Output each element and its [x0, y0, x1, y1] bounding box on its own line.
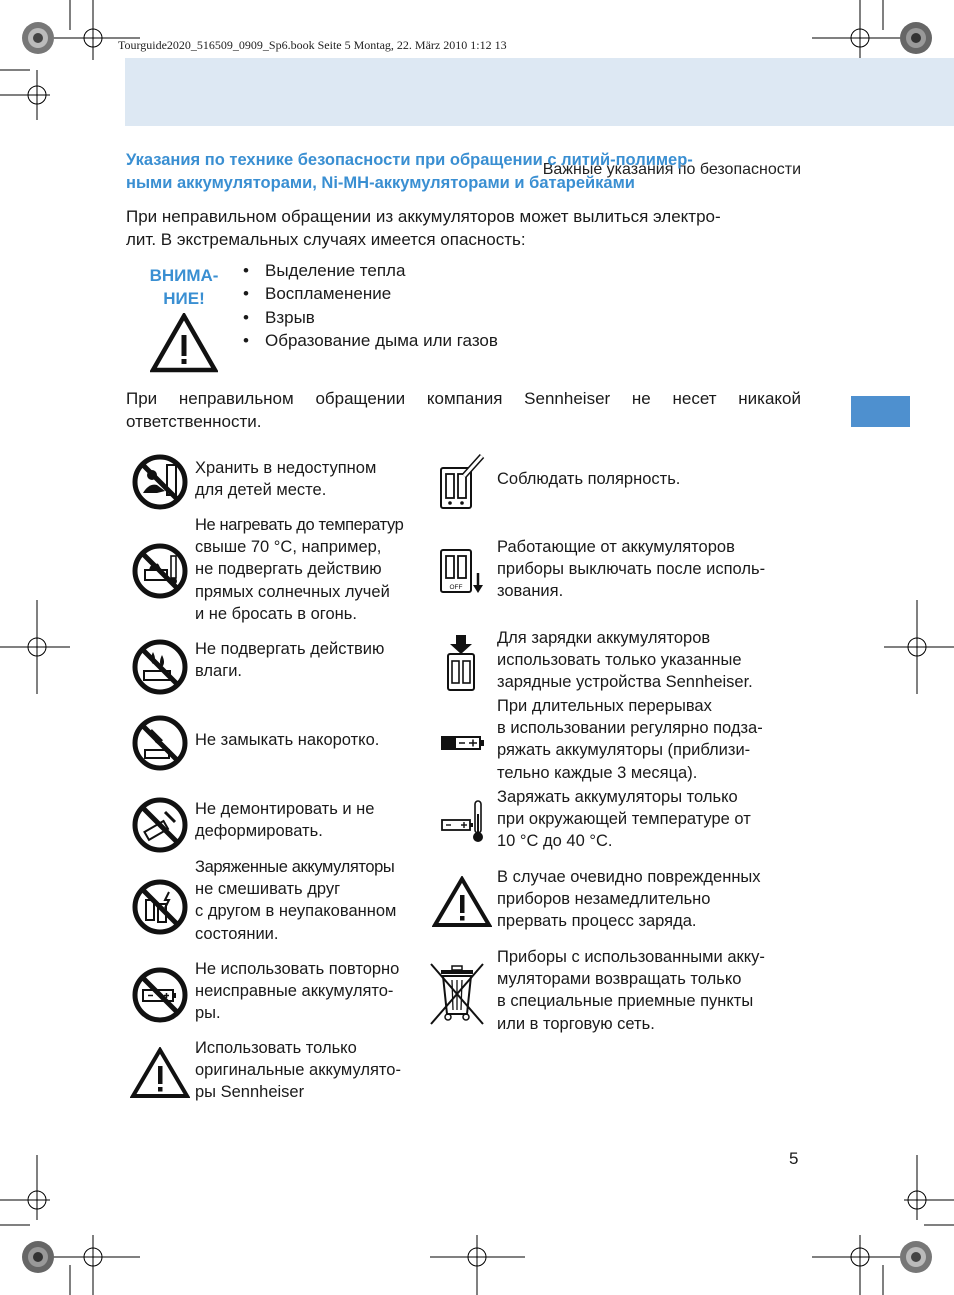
- instruction-text: В случае очевидно поврежденных приборов незамедлительно прервать процесс заряда.: [497, 868, 761, 931]
- heading-line: Указания по технике безопасности при обращении с литий-полимер-: [126, 151, 693, 169]
- instruction-text: Заряжать аккумуляторы только при окружающей температуре от 10 °C до 40 °C.: [497, 788, 751, 851]
- warning-line: НИЕ!: [163, 289, 205, 308]
- no-dismantle-icon: [131, 796, 189, 854]
- warning-triangle-icon: [130, 1047, 190, 1099]
- registration-mark-icon: [812, 1235, 908, 1295]
- list-item: • Взрыв: [243, 306, 643, 329]
- device-off-icon: [438, 547, 486, 595]
- registration-mark-icon: [0, 1155, 50, 1220]
- battery-icon: [440, 734, 486, 752]
- instruction-text: Соблюдать полярность.: [497, 470, 681, 488]
- list-item: • Образование дыма или газов: [243, 329, 643, 352]
- instruction-text: Работающие от аккумуляторов приборы выключать после исполь- зования.: [497, 538, 766, 601]
- intro-paragraph: [126, 205, 804, 251]
- instruction-text: Для зарядки аккумуляторов использовать только указанные зарядные устройства Sennheiser.: [497, 629, 753, 692]
- registration-mark-icon: [45, 0, 140, 60]
- warning-line: ВНИМА-: [149, 266, 219, 285]
- hazard-list: [243, 259, 643, 352]
- intro-line: При неправильном обращении из аккумуляторов может вылиться электро-: [126, 207, 721, 226]
- color-target-icon: [900, 1241, 932, 1273]
- instruction-text: Не подвергать действию влаги.: [195, 640, 385, 681]
- instruction-text: Не демонтировать и не деформировать.: [195, 800, 375, 841]
- instruction-text: Приборы с использованными акку- муляторами возвращать только в специальные приемные пункты или в торговую сеть.: [497, 948, 765, 1033]
- instruction-text: Не использовать повторно неисправные аккумулято- ры.: [195, 960, 400, 1023]
- heading-line: ными аккумуляторами, Ni-MH-аккумуляторами и батарейками: [126, 174, 635, 192]
- color-target-icon: [900, 22, 932, 54]
- registration-mark-icon: [430, 1235, 525, 1295]
- charger-icon: [445, 634, 477, 692]
- instruction-text: Заряженные аккумуляторы не смешивать друг с другом в неупакованном состоянии.: [195, 858, 397, 943]
- instruction-text: Хранить в недоступном для детей месте.: [195, 459, 377, 500]
- intro-line: лит. В экстремальных случаях имеется опасность:: [126, 230, 526, 249]
- warning-triangle-icon: [432, 876, 492, 928]
- list-item: • Воспламенение: [243, 282, 643, 305]
- page-number: 5: [789, 1149, 799, 1168]
- page-heading: [126, 149, 816, 195]
- list-item: • Выделение тепла: [243, 259, 643, 282]
- registration-mark-icon: [884, 600, 954, 694]
- off-label: OFF: [449, 584, 463, 591]
- print-info: Tourguide2020_516509_0909_Sp6.book Seite 5 Montag, 22. März 2010 1:12 13: [118, 38, 507, 52]
- no-damaged-battery-icon: [131, 966, 189, 1024]
- registration-mark-icon: [0, 600, 70, 694]
- no-mixing-icon: [131, 878, 189, 936]
- no-heat-icon: [131, 542, 189, 600]
- chapter-tab: [851, 396, 910, 427]
- registration-mark-icon: [0, 70, 50, 120]
- color-target-icon: [22, 1241, 54, 1273]
- liability-paragraph: При неправильном обращении компания Sennheiser не несет никакой ответственности.: [126, 389, 801, 431]
- no-short-circuit-icon: [131, 714, 189, 772]
- polarity-icon: [436, 452, 486, 510]
- no-children-icon: [131, 453, 189, 511]
- instruction-text: Не замыкать накоротко.: [195, 731, 380, 749]
- instruction-text: Не нагревать до температур свыше 70 °C, например, не подвергать действию прямых солнечных лучей и не бросать в огонь.: [195, 516, 404, 623]
- registration-mark-icon: [45, 1235, 140, 1295]
- instruction-text: Использовать только оригинальные аккумулято- ры Sennheiser: [195, 1039, 401, 1102]
- no-moisture-icon: [131, 638, 189, 696]
- color-target-icon: [22, 22, 54, 54]
- instruction-text: При длительных перерывах в использовании регулярно подза- ряжать аккумуляторы (приблизи- тельно каждые 3 месяца).: [497, 697, 763, 782]
- section-title: Важные указания по безопасности: [542, 161, 801, 178]
- registration-mark-icon: [904, 1155, 954, 1220]
- warning-label: [138, 264, 230, 310]
- warning-triangle-icon: [150, 313, 218, 373]
- registration-mark-icon: [812, 0, 908, 60]
- crossed-bin-icon: [428, 962, 486, 1026]
- thermometer-battery-icon: [440, 798, 486, 844]
